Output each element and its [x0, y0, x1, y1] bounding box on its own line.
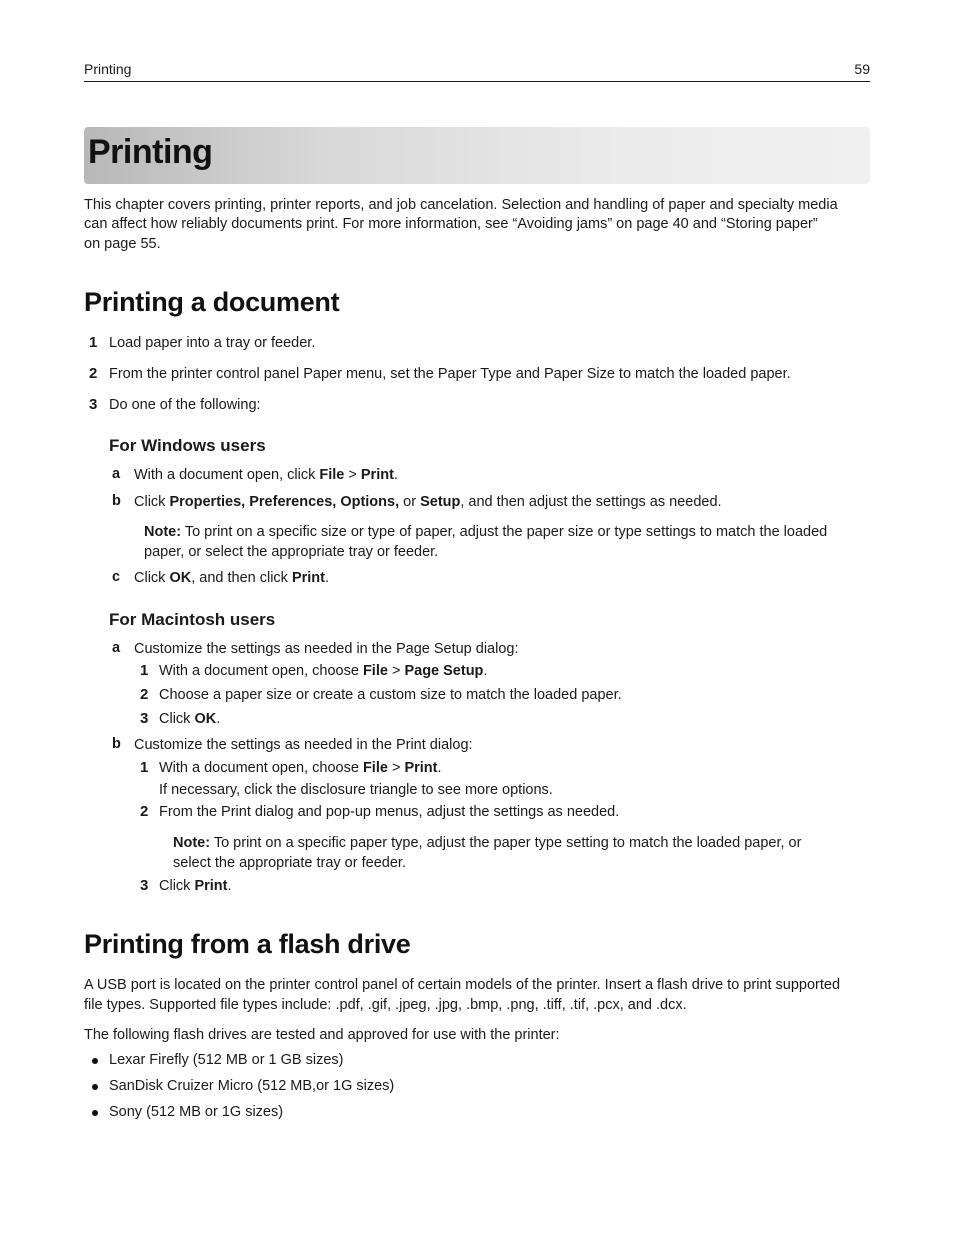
step-text: Do one of the following: — [109, 397, 261, 413]
header-section-title: Printing — [84, 61, 132, 77]
paragraph-line: A USB port is located on the printer control panel of certain models of the printer. Insert a flash drive to print supported — [84, 977, 841, 993]
list-item: Sony (512 MB or 1G sizes) — [109, 1104, 284, 1120]
substep-text: With a document open, click File > Print. — [134, 467, 398, 483]
step-number: 1 — [140, 759, 149, 776]
list-item: SanDisk Cruizer Micro (512 MB,or 1G sizes) — [109, 1078, 395, 1094]
substep-letter: a — [112, 640, 121, 656]
step-number: 3 — [89, 396, 98, 413]
chapter-title-band — [84, 127, 870, 184]
running-header — [84, 61, 870, 82]
substep-text: Click OK, and then click Print. — [134, 570, 330, 586]
substep-letter: a — [112, 466, 121, 482]
paragraph-line: The following flash drives are tested and approved for use with the printer: — [84, 1027, 560, 1043]
substep-letter: b — [112, 493, 121, 509]
substep-letter: c — [112, 569, 121, 585]
list-item: Lexar Firefly (512 MB or 1 GB sizes) — [109, 1052, 344, 1068]
step-text: Click OK. — [159, 711, 221, 727]
substep-text: Customize the settings as needed in the Page Setup dialog: — [134, 641, 519, 657]
step-number: 2 — [140, 803, 149, 820]
paragraph-line: file types. Supported file types include: .pdf, .gif, .jpeg, .jpg, .bmp, .png, .tiff, .tif, .pcx, and .dcx. — [84, 997, 687, 1013]
step-text: From the printer control panel Paper menu, set the Paper Type and Paper Size to match the loaded paper. — [109, 366, 791, 382]
note-label: Note: — [173, 835, 211, 851]
intro-line: can affect how reliably documents print. For more information, see “Avoiding jams” on page 40 and “Storing paper” — [84, 216, 818, 232]
intro-line: on page 55. — [84, 236, 161, 252]
bullet-icon — [92, 1110, 98, 1116]
step-number: 1 — [140, 662, 149, 679]
note-line: Note: To print on a specific size or type of paper, adjust the paper size or type settings to match the loaded — [144, 524, 828, 540]
subheading-windows: For Windows users — [109, 436, 266, 455]
step-number: 3 — [140, 710, 149, 727]
note-label: Note: — [144, 524, 182, 540]
substep-text: Click Properties, Preferences, Options, or Setup, and then adjust the settings as needed. — [134, 494, 722, 510]
step-number: 3 — [140, 877, 149, 894]
chapter-title: Printing — [88, 133, 213, 171]
substep-text: Customize the settings as needed in the Print dialog: — [134, 737, 473, 753]
header-page-number: 59 — [854, 61, 870, 77]
bullet-icon — [92, 1058, 98, 1064]
step-text: With a document open, choose File > Page Setup. — [159, 663, 488, 679]
step-extra-text: If necessary, click the disclosure triangle to see more options. — [159, 782, 553, 798]
step-text: Choose a paper size or create a custom size to match the loaded paper. — [159, 687, 622, 703]
section-heading-flash-drive: Printing from a flash drive — [84, 929, 411, 959]
note-line: paper, or select the appropriate tray or feeder. — [144, 544, 439, 560]
step-text: Click Print. — [159, 878, 232, 894]
subheading-macintosh: For Macintosh users — [109, 610, 276, 629]
step-number: 1 — [89, 334, 98, 351]
note-line: select the appropriate tray or feeder. — [173, 855, 406, 871]
section-heading-printing-document: Printing a document — [84, 287, 340, 317]
step-number: 2 — [140, 686, 149, 703]
step-text: From the Print dialog and pop-up menus, adjust the settings as needed. — [159, 804, 620, 820]
step-text: With a document open, choose File > Print. — [159, 760, 442, 776]
bullet-icon — [92, 1084, 98, 1090]
step-number: 2 — [89, 365, 98, 382]
note-line: Note: To print on a specific paper type, adjust the paper type setting to match the loaded paper, or — [173, 835, 802, 851]
substep-letter: b — [112, 736, 121, 752]
intro-line: This chapter covers printing, printer reports, and job cancelation. Selection and handling of paper and specialty media — [84, 197, 838, 213]
step-text: Load paper into a tray or feeder. — [109, 335, 316, 351]
